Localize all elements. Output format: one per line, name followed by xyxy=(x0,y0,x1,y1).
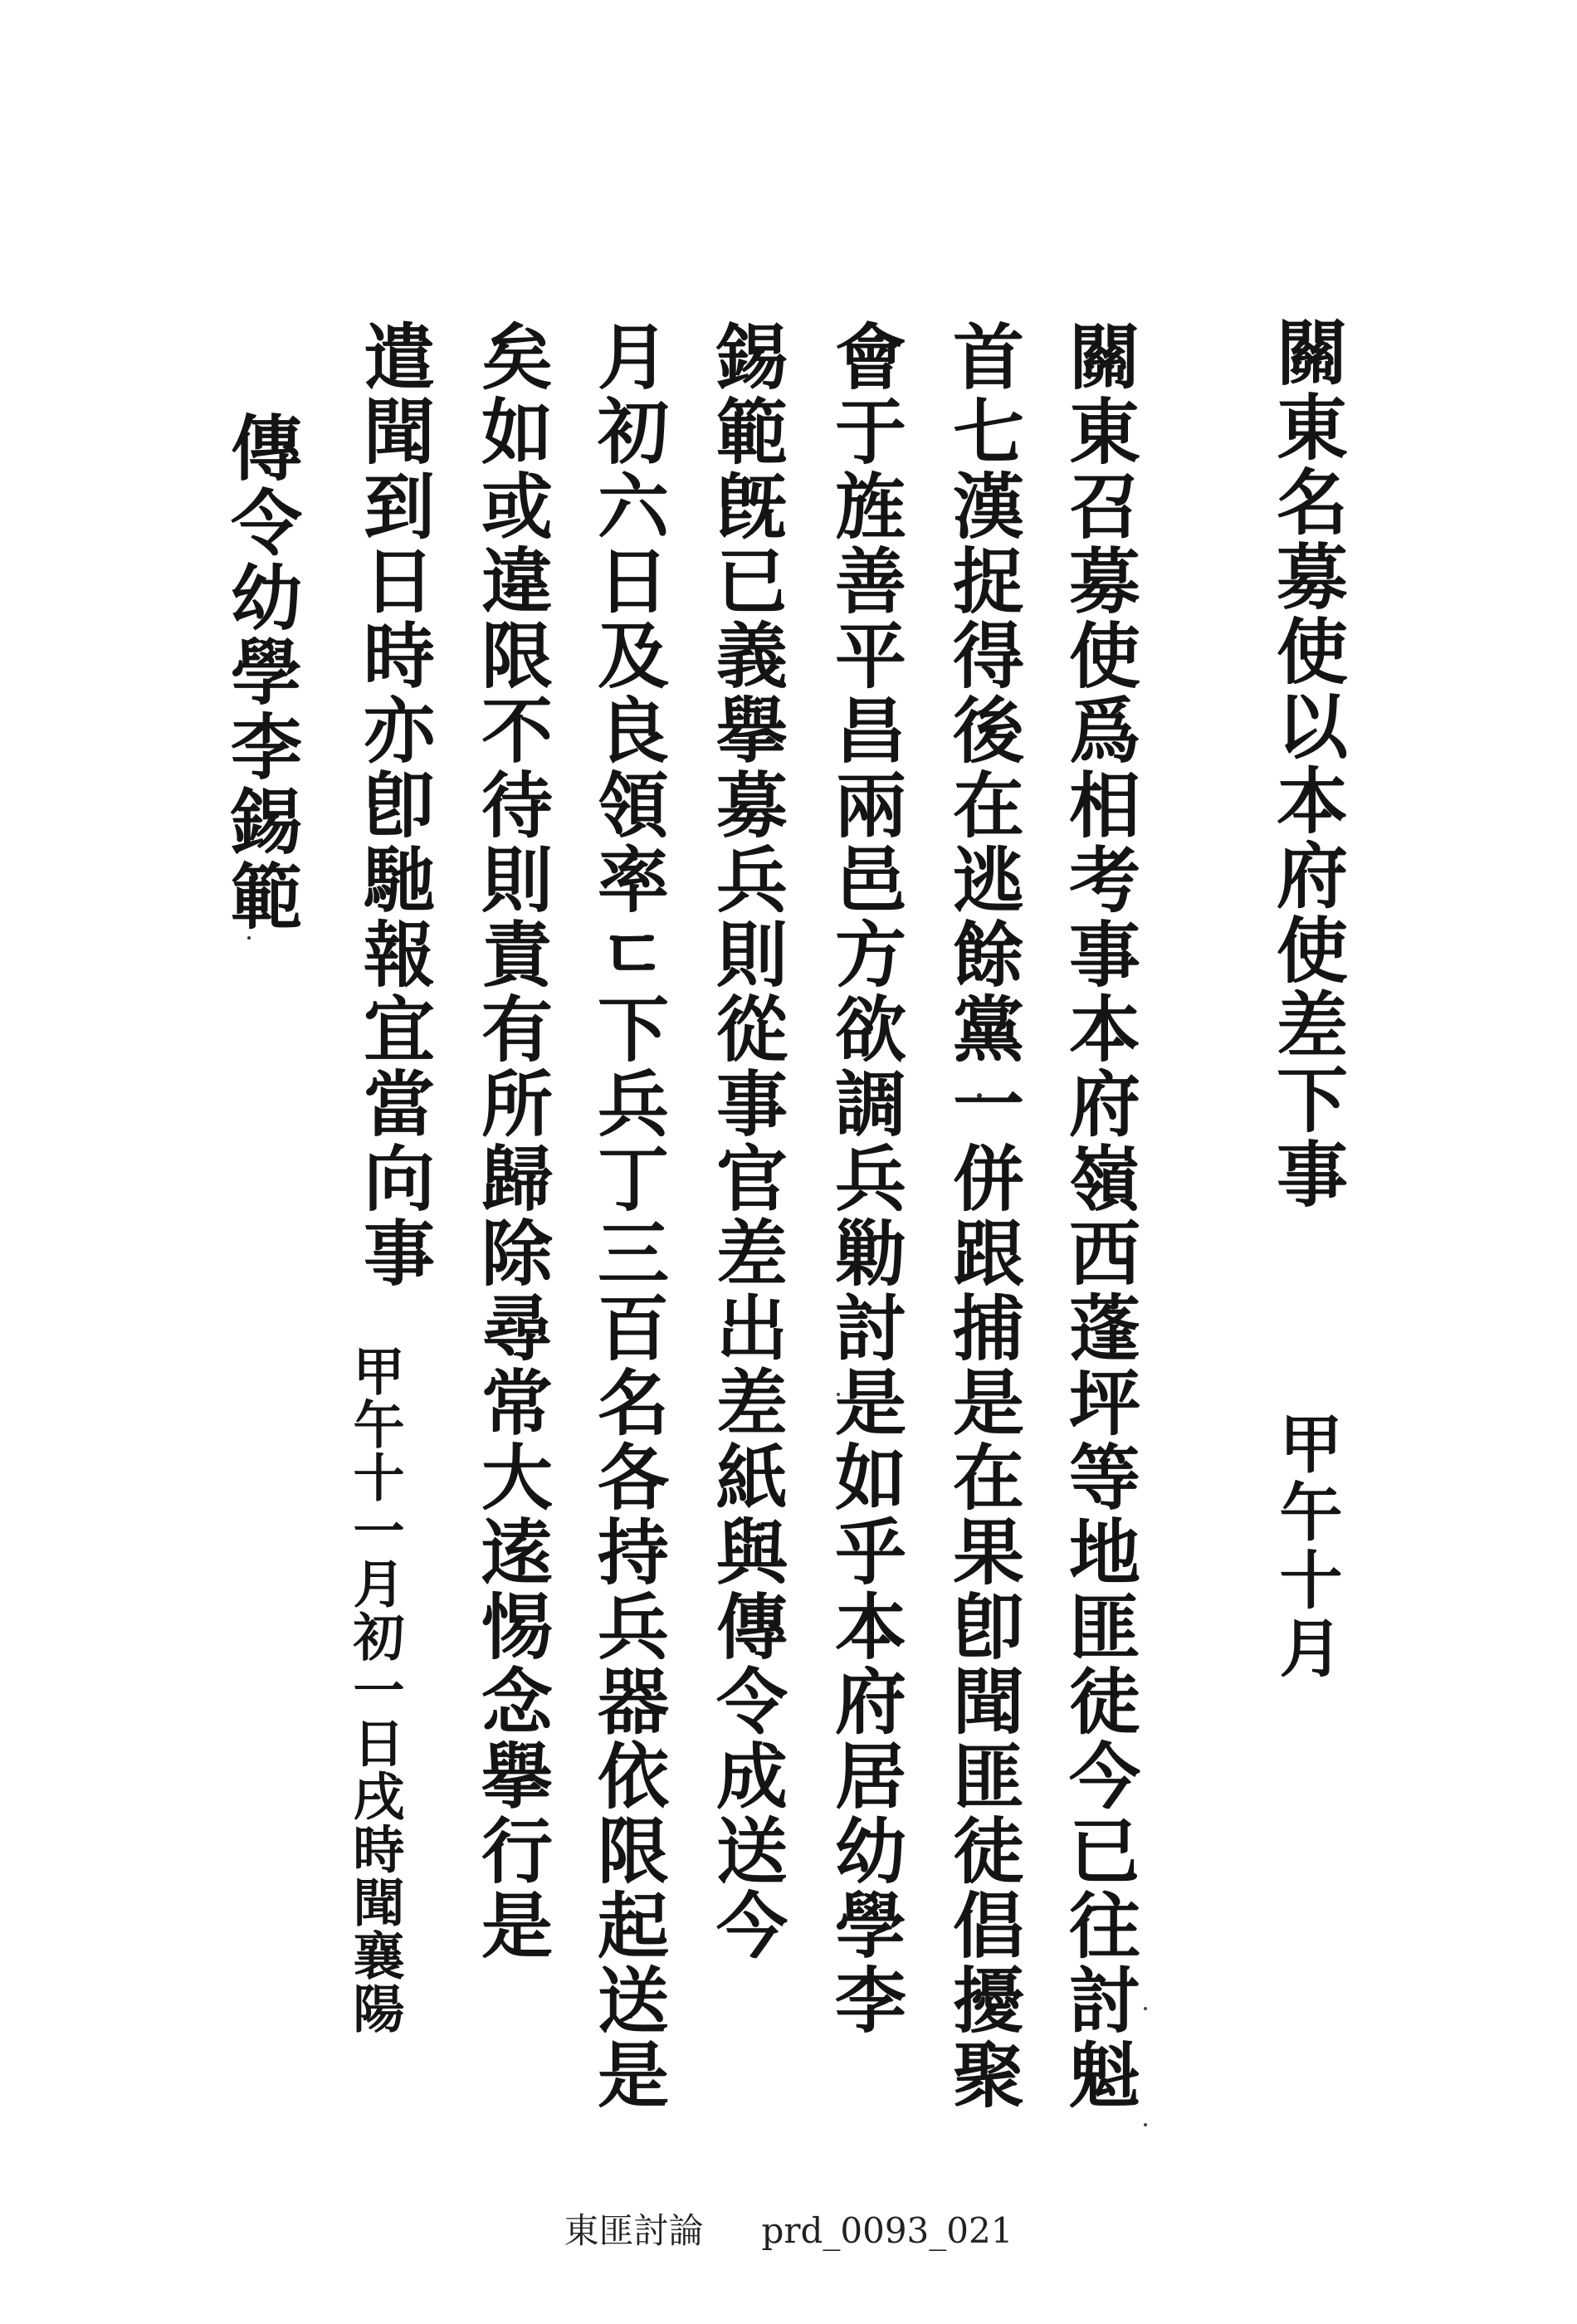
footer-book-title: 東匪討論 xyxy=(564,2210,704,2251)
body-column-7: 遣聞到日時亦卽馳報宜當向事 xyxy=(351,320,435,1291)
document-title: 關東名募使以本府使差下事 xyxy=(1264,315,1348,1212)
body-column-6: 矣如或違限不待則責有所歸除尋常大逺惕念擧行是 xyxy=(469,320,553,1963)
page-footer xyxy=(0,2204,1577,2253)
sender-date: 甲午十一月初一日戌時聞襄陽 xyxy=(344,1345,405,2035)
body-column-3: 會于旌善平昌兩邑方欲調兵勦討是如乎本府居幼學李 xyxy=(823,320,906,2038)
body-column-4: 錫範旣已義擧募兵則從事官差出差紙與傳令成送今 xyxy=(704,320,788,1963)
body-column-5: 月初六日及良領率ㄷ下兵丁三百名各持兵器依限起送是 xyxy=(585,320,669,2112)
footer-page-id: prd_0093_021 xyxy=(761,2210,1013,2251)
body-column-1: 關東召募使爲相考事本府嶺西蓬坪等地匪徒今已往討魁 xyxy=(1057,320,1140,2112)
recipient: 傳令幼學李錫範 xyxy=(218,411,302,934)
body-column-2: 首七漢捉得後在逃餘黨一併跟捕是在果卽聞匪徒倡擾聚 xyxy=(940,320,1024,2112)
title-date: 甲午十月 xyxy=(1269,1411,1343,1683)
